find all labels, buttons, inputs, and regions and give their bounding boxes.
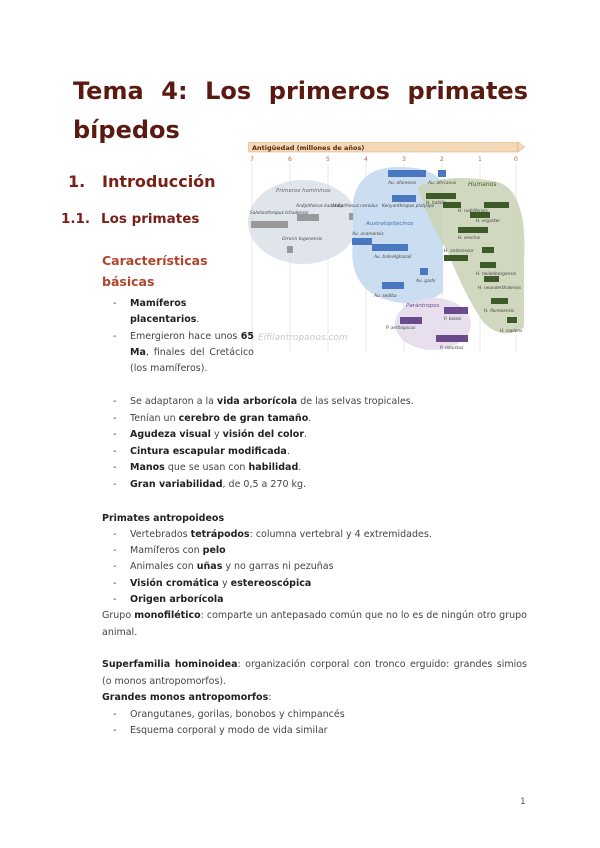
species-label: P. robustus bbox=[440, 346, 464, 351]
range-bar bbox=[388, 170, 426, 177]
species-label: Au. afarensis bbox=[388, 181, 416, 186]
species-label: Sahelanthropus tchadensis bbox=[250, 211, 309, 216]
species-label: P. boisei bbox=[444, 317, 462, 322]
subsection-heading bbox=[61, 211, 199, 227]
species-label: Au. bahrelghazali bbox=[374, 255, 412, 260]
species-label: H. rudolfensis bbox=[458, 209, 488, 214]
species-label: Au. sediba bbox=[374, 294, 397, 299]
range-bar bbox=[484, 202, 509, 208]
antropoideos-heading: Primates antropoideos bbox=[102, 513, 225, 524]
species-label: Au. africanus bbox=[428, 181, 457, 186]
tick-label: 3 bbox=[402, 156, 406, 163]
section-label: Introducción bbox=[102, 172, 216, 191]
page-title bbox=[73, 72, 528, 150]
page-number: 1 bbox=[520, 797, 526, 807]
title-word: 4: bbox=[161, 77, 188, 105]
grandes-monos-heading: Grandes monos antropomorfos: bbox=[102, 692, 272, 703]
species-label: H. habilis bbox=[426, 201, 446, 206]
title-word: Los bbox=[205, 77, 252, 105]
axis-ticks bbox=[250, 156, 518, 163]
range-bar bbox=[458, 227, 488, 233]
tick-label: 6 bbox=[288, 156, 292, 163]
species-label: Ardipithecus kadabba bbox=[296, 204, 343, 209]
range-bar bbox=[349, 213, 353, 220]
tick-label: 2 bbox=[440, 156, 444, 163]
tick-label: 1 bbox=[478, 156, 482, 163]
species-label: H. antecessor bbox=[444, 249, 474, 254]
range-bar bbox=[352, 238, 372, 245]
species-label: Orrorin tugenensis bbox=[282, 237, 323, 242]
tick-label: 0 bbox=[514, 156, 518, 163]
range-bar bbox=[251, 221, 288, 228]
range-bar bbox=[507, 317, 517, 323]
tick-label: 7 bbox=[250, 156, 254, 163]
section-heading bbox=[68, 172, 216, 191]
range-bar bbox=[426, 193, 456, 199]
group-label: Parántropos bbox=[406, 303, 440, 309]
species-label: H. neanderthalensis bbox=[478, 286, 522, 291]
range-bar bbox=[491, 298, 508, 304]
range-bar bbox=[438, 170, 446, 177]
subsection-label: Los primates bbox=[101, 211, 200, 227]
species-label: Au. anamensis bbox=[352, 232, 384, 237]
range-bar bbox=[482, 247, 494, 253]
range-bar bbox=[444, 255, 468, 261]
title-line-2: bípedos bbox=[73, 116, 180, 144]
range-bar bbox=[480, 262, 496, 268]
species-label: H. floresiensis bbox=[484, 309, 515, 314]
range-bar bbox=[392, 195, 416, 202]
tick-label: 4 bbox=[364, 156, 368, 163]
range-bar bbox=[444, 307, 468, 314]
group-label: Australopitecinos bbox=[366, 221, 414, 227]
hominin-timeline-figure bbox=[248, 142, 528, 357]
section-number: 1. bbox=[68, 172, 86, 191]
species-label: Kenyanthropus platyops bbox=[382, 204, 435, 209]
title-line-1 bbox=[73, 72, 528, 111]
species-label: H. sapiens bbox=[500, 329, 523, 334]
subsub-line-2: básicas bbox=[102, 274, 155, 289]
species-label: H. erectus bbox=[458, 236, 481, 241]
species-label: Ardipithecus ramidus bbox=[332, 204, 378, 209]
title-word: primeros bbox=[268, 77, 390, 105]
species-label: H. heidelbergensis bbox=[476, 272, 516, 277]
range-bar bbox=[436, 335, 468, 342]
range-bar bbox=[287, 246, 293, 253]
range-bar bbox=[420, 268, 428, 275]
tick-label: 5 bbox=[326, 156, 330, 163]
subsubsection-heading bbox=[102, 250, 208, 292]
subsub-line-1: Características bbox=[102, 253, 208, 268]
range-bar bbox=[400, 317, 422, 324]
group-label: Primeros homininos bbox=[276, 188, 331, 194]
species-label: Au. garhi bbox=[416, 279, 436, 284]
species-label: H. ergaster bbox=[476, 219, 501, 224]
range-bar bbox=[382, 282, 404, 289]
subsection-number: 1.1. bbox=[61, 211, 91, 227]
monophyletic-paragraph: Grupo monofilético: comparte un antepasado común que no lo es de ningún otro grupo animal. bbox=[102, 610, 527, 638]
title-word: Tema bbox=[73, 77, 144, 105]
hominoidea-paragraph: Superfamilia hominoidea: organización corporal con tronco erguido: grandes simios (o monos antropomorfos). bbox=[102, 659, 527, 687]
figure-watermark: Elfilantropanos.com bbox=[258, 333, 348, 343]
species-label: P. aethiopicus bbox=[386, 326, 416, 331]
axis-title: Antigüedad (millones de años) bbox=[252, 144, 365, 152]
title-word: primates bbox=[407, 77, 528, 105]
range-bar bbox=[372, 244, 408, 251]
group-label: Humanos bbox=[468, 181, 497, 188]
